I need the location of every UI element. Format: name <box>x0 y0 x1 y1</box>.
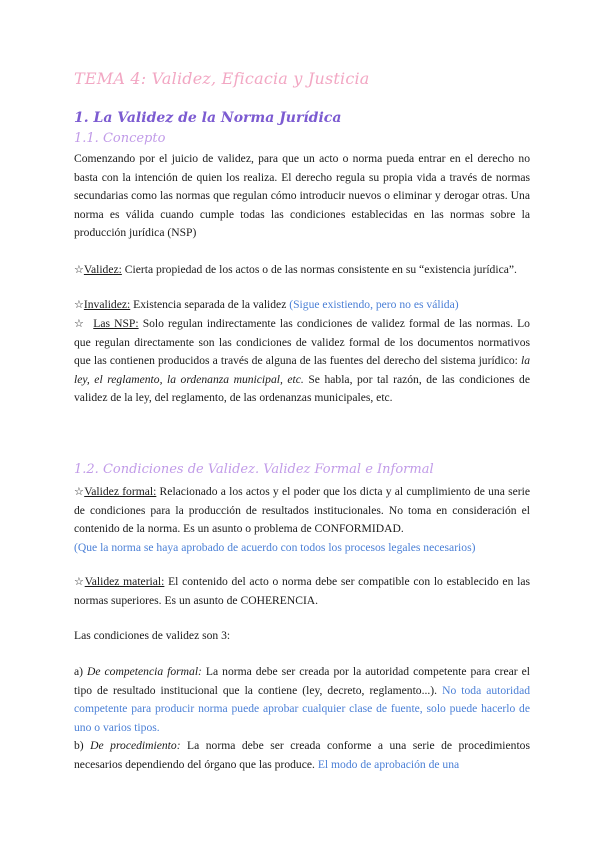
section-heading: 1. La Validez de la Norma Jurídica <box>74 110 342 126</box>
condition-a <box>74 663 530 737</box>
star-icon: ☆ <box>74 298 84 311</box>
page-title: TEMA 4: Validez, Eficacia y Justicia <box>74 69 370 88</box>
validez-material-definition <box>74 573 530 610</box>
condition-a-prefix: a) <box>74 665 88 678</box>
validez-formal-definition <box>74 483 530 557</box>
star-icon: ☆ <box>74 317 86 330</box>
validez-definition <box>74 261 530 280</box>
subsection-heading-2: 1.2. Condiciones de Validez. Validez Formal e Informal <box>74 462 434 477</box>
invalidez-note: (Sigue existiendo, pero no es válida) <box>289 298 459 311</box>
nsp-text-2: Se habla, por tal razón, de las condiciones de validez de la ley, del reglamento, de las ordenanzas municipales, etc. <box>74 372 530 405</box>
invalidez-text: Existencia separada de la validez <box>130 298 290 311</box>
nsp-term: Las NSP: <box>93 317 139 330</box>
condition-a-text: La norma debe ser creada por la autoridad competente para crear el tipo de resultado institucional que la contiene (ley, decreto, reglamento...). <box>74 665 530 697</box>
validez-material-term: Validez material: <box>84 575 165 588</box>
validez-formal-note: (Que la norma se haya aprobado de acuerdo con todos los procesos legales necesarios) <box>74 540 476 554</box>
conditions-intro: Las condiciones de validez son 3: <box>74 629 231 642</box>
subsection-heading: 1.1. Concepto <box>74 131 166 146</box>
star-icon: ☆ <box>74 485 85 498</box>
condition-b-prefix: b) <box>74 739 91 752</box>
validez-material-text: El contenido del acto o norma debe ser compatible con lo establecido en las normas superiores. Es un asunto de COHERENCIA. <box>74 575 530 607</box>
validez-formal-term: Validez formal: <box>84 485 157 498</box>
condition-b <box>74 737 530 774</box>
validez-text: Cierta propiedad de los actos o de las normas consistente en su “existencia jurídica”. <box>121 263 517 276</box>
validez-formal-text: Relacionado a los actos y el poder que los dicta y al cumplimiento de una serie de condiciones para la producción de resultados institucionales. No toma en consideración el contenido de la norma. Es un asunto o problema de CONFORMIDAD. <box>74 485 530 536</box>
invalidez-term: Invalidez: <box>83 298 131 311</box>
nsp-italic: la ley, el reglamento, la ordenanza municipal, etc. <box>74 354 530 386</box>
validez-term: Validez: <box>83 263 122 276</box>
condition-a-term: De competencia formal: <box>87 665 202 678</box>
condition-b-term: De procedimiento: <box>90 739 181 752</box>
intro-paragraph: Comenzando por el juicio de validez, para que un acto o norma pueda entrar en el derecho no basta con la intención de quien los realiza. El derecho regula su propia vida a través de normas secundarias como las normas que regulan cómo introducir nuevos o eliminar y derogar otras. Una norma es válida cuando cumple todas las condiciones establecidas en las normas sobre la producción jurídica (NSP) <box>74 152 530 240</box>
condition-b-note: El modo de aprobación de una <box>314 757 460 771</box>
invalidez-definition <box>74 296 530 315</box>
star-icon: ☆ <box>74 263 84 276</box>
condition-b-text: La norma debe ser creada conforme a una serie de procedimientos necesarios dependiendo del órgano que las produce. <box>74 739 530 771</box>
condition-a-note: No toda autoridad competente para producir norma puede aprobar cualquier clase de fuente, solo puede hacerlo de uno o varios tipos. <box>74 683 531 734</box>
star-icon: ☆ <box>74 575 85 588</box>
nsp-text-1: Solo regulan indirectamente las condiciones de validez formal de las normas. Lo que regulan directamente son las condiciones de validez formal de los documentos normativos que las contienen producidos a través de alguna de las fuentes del derecho del sistema jurídico: <box>74 317 530 368</box>
nsp-definition <box>74 315 530 408</box>
